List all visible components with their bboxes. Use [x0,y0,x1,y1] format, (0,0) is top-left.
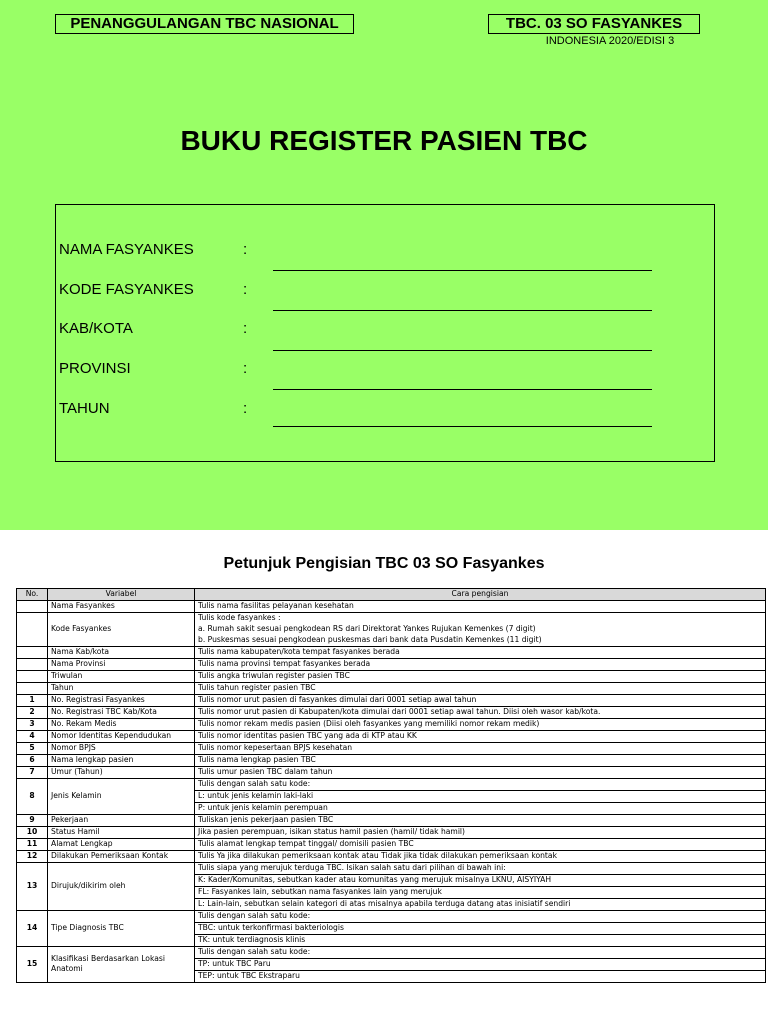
row-variable: Umur (Tahun) [48,766,195,778]
edition-label: INDONESIA 2020/EDISI 3 [545,35,675,47]
row-number: 14 [17,910,48,946]
row-instruction: TBC: untuk terkonfirmasi bakteriologis [195,922,766,934]
row-number: 11 [17,838,48,850]
table-row [17,814,766,826]
row-variable: Tipe Diagnosis TBC [48,910,195,946]
row-variable: Dilakukan Pemeriksaan Kontak [48,850,195,862]
guide-title: Petunjuk Pengisian TBC 03 SO Fasyankes [223,555,545,572]
row-variable: Nomor BPJS [48,742,195,754]
program-label: PENANGGULANGAN TBC NASIONAL [55,14,354,34]
table-row [17,718,766,730]
row-instruction: Tuliskan jenis pekerjaan pasien TBC [195,814,766,826]
page-title: BUKU REGISTER PASIEN TBC [180,125,588,156]
table-row [17,706,766,718]
row-instruction: Tulis nomor kepesertaan BPJS kesehatan [195,742,766,754]
row-instruction: b. Puskesmas sesuai pengkodean puskesmas dari bank data Pusdatin Kemenkes (11 digit) [195,635,766,647]
row-variable: Nama Kab/kota [48,646,195,658]
row-variable: Nomor Identitas Kependudukan [48,730,195,742]
field-label-fasyankes-name: NAMA FASYANKES [59,241,194,258]
row-instruction: Tulis umur pasien TBC dalam tahun [195,766,766,778]
row-number [17,682,48,694]
table-row [17,730,766,742]
row-number: 9 [17,814,48,826]
row-instruction: Tulis siapa yang merujuk terduga TBC. Isikan salah satu dari pilihan di bawah ini: [195,862,766,874]
row-instruction: Tulis angka triwulan register pasien TBC [195,670,766,682]
table-row [17,682,766,694]
table-row [17,658,766,670]
fasyankes-code-line[interactable] [273,310,652,311]
row-variable: Tahun [48,682,195,694]
identity-box [55,204,715,462]
row-instruction: Tulis kode fasyankes : [195,612,766,624]
row-instruction: TK: untuk terdiagnosis klinis [195,934,766,946]
row-number: 2 [17,706,48,718]
row-variable: Klasifikasi Berdasarkan Lokasi Anatomi [48,946,195,982]
table-row [17,670,766,682]
row-instruction: TEP: untuk TBC Ekstraparu [195,970,766,982]
field-colon: : [243,241,248,258]
guide-table [16,588,766,983]
year-line[interactable] [273,426,652,427]
table-row [17,754,766,766]
row-instruction: a. Rumah sakit sesuai pengkodean RS dari Direktorat Yankes Rujukan Kemenkes (7 digit) [195,624,766,635]
row-instruction: Tulis nomor urut pasien di Kabupaten/kota dimulai dari 0001 setiap awal tahun. Diisi oleh wasor kab/kota. [195,706,766,718]
table-row [17,778,766,790]
form-code-label: TBC. 03 SO FASYANKES [488,14,700,34]
row-number [17,658,48,670]
row-instruction: Tulis nomor identitas pasien TBC yang ada di KTP atau KK [195,730,766,742]
row-variable: Alamat Lengkap [48,838,195,850]
row-instruction: Tulis alamat lengkap tempat tinggal/ domisili pasien TBC [195,838,766,850]
table-header-row [17,589,766,601]
row-number [17,670,48,682]
field-label-fasyankes-code: KODE FASYANKES [59,281,194,298]
field-colon: : [243,320,248,337]
row-instruction: L: Lain-lain, sebutkan selain kategori di atas misalnya apabila terduga datang atas inisiatif sendiri [195,898,766,910]
fasyankes-name-line[interactable] [273,270,652,271]
table-row [17,826,766,838]
row-variable: Dirujuk/dikirim oleh [48,862,195,910]
header-no: No. [17,589,48,601]
row-variable: Nama Provinsi [48,658,195,670]
row-instruction: Tulis Ya jika dilakukan pemeriksaan kontak atau Tidak jika tidak dilakukan pemeriksaan kontak [195,850,766,862]
table-row [17,600,766,612]
field-colon: : [243,360,248,377]
row-number [17,612,48,646]
row-number: 3 [17,718,48,730]
row-number: 10 [17,826,48,838]
row-variable: Nama lengkap pasien [48,754,195,766]
field-label-year: TAHUN [59,400,110,417]
table-row [17,742,766,754]
row-variable: Kode Fasyankes [48,612,195,646]
row-instruction: Tulis nama fasilitas pelayanan kesehatan [195,600,766,612]
row-instruction: K: Kader/Komunitas, sebutkan kader atau komunitas yang merujuk misalnya LKNU, AISYIYAH [195,874,766,886]
row-variable: No. Rekam Medis [48,718,195,730]
province-line[interactable] [273,389,652,390]
table-row [17,838,766,850]
row-variable: Nama Fasyankes [48,600,195,612]
row-number [17,646,48,658]
header-variable: Variabel [48,589,195,601]
row-number: 1 [17,694,48,706]
table-row [17,910,766,922]
row-number [17,600,48,612]
kabkota-line[interactable] [273,350,652,351]
row-instruction: P: untuk jenis kelamin perempuan [195,802,766,814]
row-number: 13 [17,862,48,910]
row-instruction: Tulis nama kabupaten/kota tempat fasyankes berada [195,646,766,658]
field-colon: : [243,400,248,417]
table-row [17,612,766,624]
row-number: 6 [17,754,48,766]
row-number: 12 [17,850,48,862]
row-instruction: FL: Fasyankes lain, sebutkan nama fasyankes lain yang merujuk [195,886,766,898]
row-instruction: Tulis nama provinsi tempat fasyankes berada [195,658,766,670]
row-instruction: Tulis nomor urut pasien di fasyankes dimulai dari 0001 setiap awal tahun [195,694,766,706]
row-instruction: Tulis nama lengkap pasien TBC [195,754,766,766]
row-instruction: Tulis dengan salah satu kode: [195,946,766,958]
field-label-province: PROVINSI [59,360,131,377]
table-row [17,694,766,706]
table-row [17,850,766,862]
row-instruction: Tulis dengan salah satu kode: [195,910,766,922]
row-variable: Triwulan [48,670,195,682]
field-colon: : [243,281,248,298]
row-instruction: Tulis tahun register pasien TBC [195,682,766,694]
row-number: 4 [17,730,48,742]
row-variable: No. Registrasi Fasyankes [48,694,195,706]
row-variable: Jenis Kelamin [48,778,195,814]
row-number: 15 [17,946,48,982]
header-instruction: Cara pengisian [195,589,766,601]
row-variable: No. Registrasi TBC Kab/Kota [48,706,195,718]
row-variable: Status Hamil [48,826,195,838]
table-row [17,946,766,958]
row-number: 8 [17,778,48,814]
row-variable: Pekerjaan [48,814,195,826]
row-instruction: TP: untuk TBC Paru [195,958,766,970]
row-instruction: Tulis nomor rekam medis pasien (Diisi oleh fasyankes yang memiliki nomor rekam medik) [195,718,766,730]
table-row [17,646,766,658]
row-number: 5 [17,742,48,754]
table-row [17,862,766,874]
row-instruction: L: untuk jenis kelamin laki-laki [195,790,766,802]
row-instruction: Jika pasien perempuan, isikan status hamil pasien (hamil/ tidak hamil) [195,826,766,838]
field-label-kabkota: KAB/KOTA [59,320,133,337]
row-instruction: Tulis dengan salah satu kode: [195,778,766,790]
row-number: 7 [17,766,48,778]
table-row [17,766,766,778]
